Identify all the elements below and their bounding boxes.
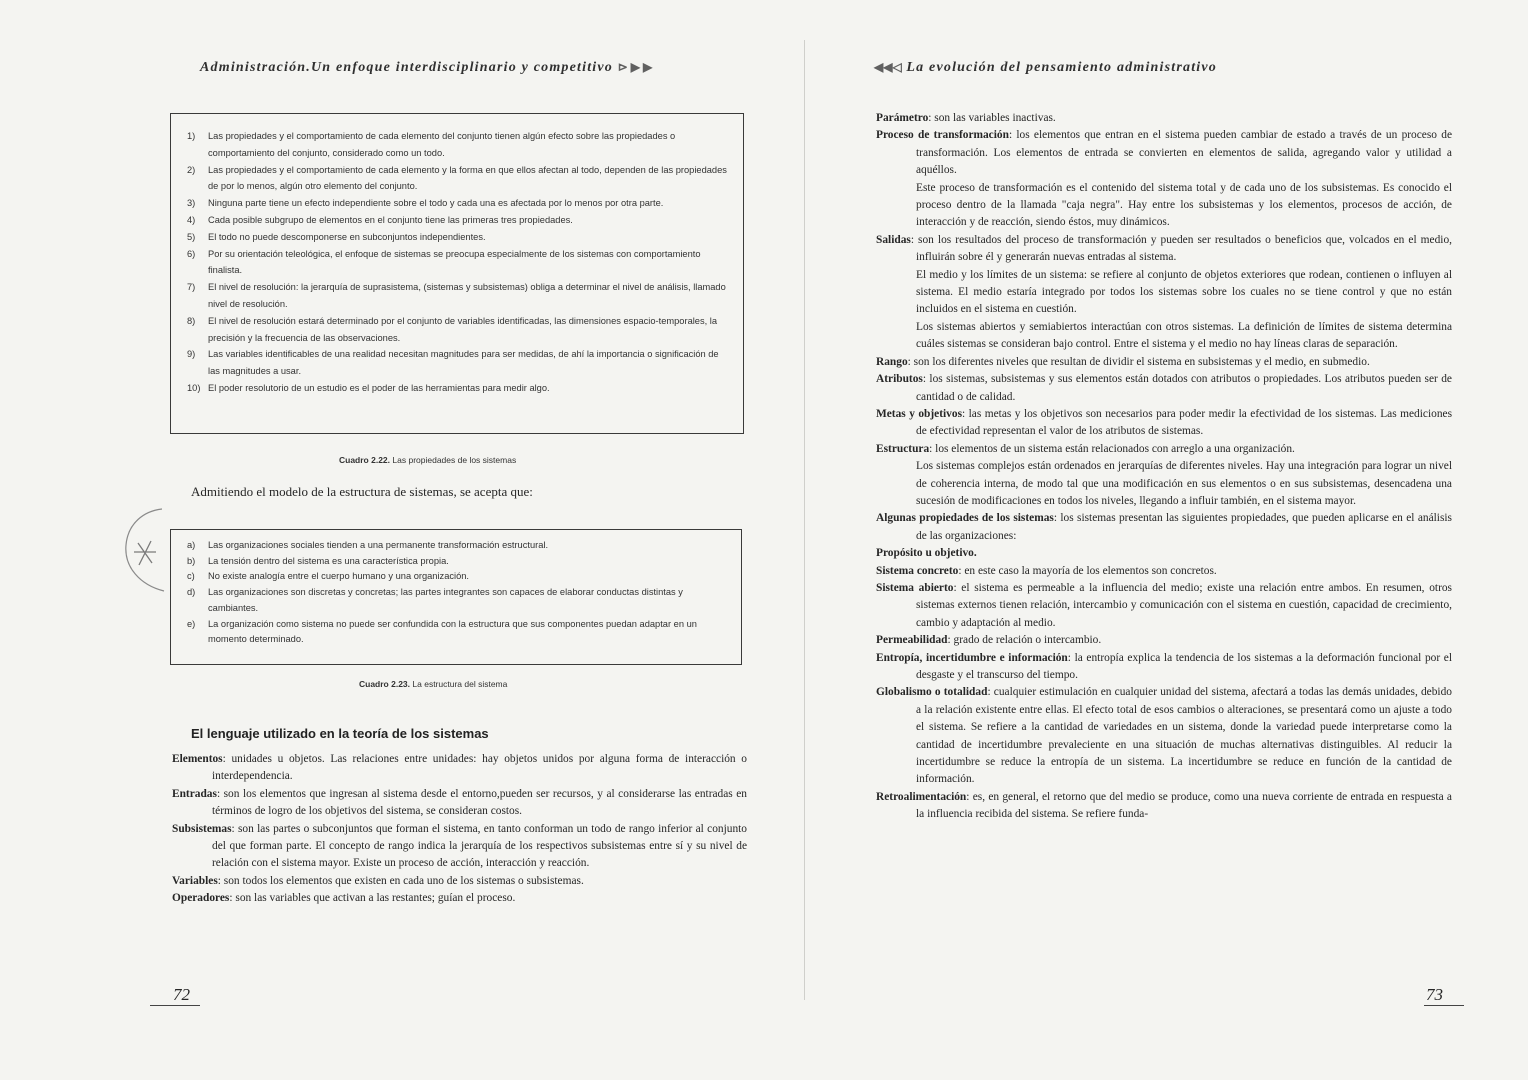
definition-term: Estructura (876, 442, 930, 455)
list-item (175, 617, 729, 648)
section-title: El lenguaje utilizado en la teoría de los sistemas (191, 726, 489, 741)
item-text: Las organizaciones sociales tienden a una permanente transformación estructural. (208, 540, 549, 550)
definition-entry (172, 890, 747, 907)
definition-text: : los sistemas, subsistemas y sus elementos están dotados con atributos o propiedades. Los atributos pueden ser de cantidad o de calidad. (916, 373, 1452, 403)
definition-entry (876, 563, 1452, 580)
definition-text: : los sistemas presentan las siguientes propiedades, que pueden aplicarse en el análisis de las organizaciones: (916, 512, 1452, 542)
definition-term: Permeabilidad (876, 634, 948, 647)
definition-entry (876, 406, 1452, 441)
item-number: c) (187, 571, 195, 582)
definition-entry (876, 127, 1452, 179)
definition-entry (172, 786, 747, 821)
definition-term: Parámetro (876, 112, 929, 124)
intro-sentence: Admitiendo el modelo de la estructura de sistemas, se acepta que: (191, 484, 533, 499)
page-number-right: 73 (1426, 985, 1443, 1004)
definition-entry (876, 371, 1452, 406)
definition-text: : son todos los elementos que existen en cada uno de los sistemas o subsistemas. (217, 874, 584, 887)
properties-list (175, 128, 731, 397)
definition-entry (876, 354, 1452, 371)
definition-text: : son las partes o subconjuntos que forman el sistema, en tanto conforman un todo de rango inferior al conjunto del que forman parte. El concepto de rango indica la jerarquía de los respectivos subsistemas entre sí y su nivel de relación con el sistema mayor. Existe un proceso de acción, interacción y reacción. (212, 822, 747, 870)
definition-term: Sistema concreto (876, 564, 959, 577)
definition-text: : los elementos de un sistema están relacionados con arreglo a una organización. (929, 442, 1295, 455)
definition-text: : unidades u objetos. Las relaciones entre unidades: hay objetos unidos por alguna forma de interacción o interdependencia. (212, 753, 747, 783)
left-header-title: Administración.Un enfoque interdisciplinario y competitivo (200, 60, 614, 75)
definition-text: : son los diferentes niveles que resultan de dividir el sistema en subsistemas y el medio, en submedio. (907, 355, 1370, 368)
right-running-header (874, 60, 1217, 76)
list-item (175, 279, 731, 313)
item-text: El poder resolutorio de un estudio es el poder de las herramientas para medir algo. (208, 382, 550, 393)
definition-continuation: Los sistemas abiertos y semiabiertos interactúan con otros sistemas. La definición de límites de sistema determina cuáles sistemas se consideran bajo control. Entre el sistema y el medio no hay líneas claras de separación. (916, 320, 1452, 351)
definition-continuation: El medio y los límites de un sistema: se refiere al conjunto de objetos exteriores que rodean, contienen o influyen al sistema. El medio estaría integrado por todos los sistemas sobre los cuales no se tiene control y que no están incluidos en el sistema en cuestión. (916, 268, 1452, 316)
list-item (175, 346, 731, 380)
item-number: d) (187, 587, 196, 598)
list-item (175, 554, 729, 570)
definition-entry (876, 232, 1452, 267)
definition-term: Atributos (876, 373, 923, 386)
list-item (175, 585, 729, 616)
caption-text: Las propiedades de los sistemas (392, 455, 517, 465)
definition-entry (876, 110, 1452, 127)
item-number: 5) (187, 231, 196, 242)
definition-term: Entradas (172, 787, 217, 800)
caption-2-22 (339, 455, 516, 465)
list-item (175, 229, 731, 246)
item-text: Cada posible subgrupo de elementos en el conjunto tiene las primeras tres propiedades. (208, 214, 573, 225)
definition-term: Variables (172, 874, 218, 887)
list-item (175, 246, 731, 280)
back-arrows-icon: ◀◀◁ (874, 60, 902, 74)
list-item (175, 212, 731, 229)
right-definitions (876, 110, 1452, 824)
item-text: Ninguna parte tiene un efecto independiente sobre el todo y cada una es afectada por lo menos por otra parte. (208, 198, 664, 209)
definition-text: : cualquier estimulación en cualquier unidad del sistema, afectará a todas las demás unidades, debido a la relación existente entre ellas. El efecto total de esos cambios o alteraciones, se presentará como un ajuste a todo el sistema. Se refiere a la cantidad de variedades en un sistema, donde la variedad puede interpretarse como la cantidad de incertidumbre prevaleciente en una situación de muchas alternativas distinguibles. Al reducir la incertidumbre se reduce la entropía de un sistema. La incertidumbre se reduce en función de la cantidad de información. (916, 686, 1452, 786)
definition-text: : la entropía explica la tendencia de los sistemas a la deformación funcional por el desgaste y el transcurso del tiempo. (916, 651, 1452, 681)
definition-text: : las metas y los objetivos son necesarios para poder medir la efectividad de los sistemas. Las mediciones de efectividad representan el valor de los atributos de sistemas. (916, 407, 1453, 438)
definition-entry (172, 751, 747, 786)
definition-term: Globalismo o totalidad (876, 686, 988, 699)
definition-entry (876, 510, 1452, 545)
definition-text: : en este caso la mayoría de los elementos son concretos. (958, 564, 1217, 577)
definition-entry (876, 650, 1452, 685)
list-item (175, 195, 731, 212)
definition-text: : es, en general, el retorno que del medio se produce, como una nueva corriente de entrada en respuesta a la influencia recibida del sistema. Se refiere funda- (916, 790, 1452, 821)
definition-text: : los elementos que entran en el sistema pueden cambiar de estado a través de un proceso de transformación. Los elementos de entrada se convierten en elementos de salida, agregando valor y utilidad a aquéllos. (916, 129, 1452, 177)
item-text: La organización como sistema no puede ser confundida con la estructura que sus componentes puedan adaptar en un momento determinado. (208, 618, 697, 645)
item-text: La tensión dentro del sistema es una característica propia. (208, 555, 449, 566)
definition-entry (172, 873, 747, 890)
item-text: Las propiedades y el comportamiento de cada elemento y la forma en que ellos afectan al todo, dependen de las propiedades de por lo menos, algún otro elemento del conjunto. (208, 164, 727, 192)
item-number: a) (187, 540, 196, 550)
item-number: 4) (187, 214, 196, 225)
definition-entry (876, 632, 1452, 649)
item-number: 3) (187, 198, 196, 209)
structure-list (175, 538, 729, 648)
definition-term: Retroalimentación (876, 790, 967, 803)
right-header-title: La evolución del pensamiento administrativo (906, 60, 1217, 75)
definition-entry (876, 441, 1452, 458)
item-text: No existe analogía entre el cuerpo humano y una organización. (208, 571, 469, 582)
footer-rule-left (150, 1005, 200, 1006)
properties-box (170, 113, 744, 434)
caption-2-23 (359, 679, 507, 689)
left-definitions (172, 751, 747, 908)
item-number: 7) (187, 282, 196, 293)
item-text: El nivel de resolución: la jerarquía de suprasistema, (sistemas y subsistemas) obliga a determinar el nivel de análisis, llamado nivel de resolución. (208, 282, 726, 309)
item-number: e) (187, 618, 196, 629)
definition-term: Sistema abierto (876, 581, 954, 594)
item-text: Por su orientación teleológica, el enfoque de sistemas se preocupa especialmente de los sistemas con comportamiento finalista. (208, 248, 701, 276)
item-text: El todo no puede descomponerse en subconjuntos independientes. (208, 231, 486, 242)
caption-label: Cuadro 2.22. (339, 455, 391, 465)
definition-entry (876, 684, 1452, 788)
handwritten-mark-icon (118, 505, 168, 595)
definition-term: Operadores (172, 892, 230, 905)
item-number: 1) (187, 131, 196, 141)
definition-text: : son los elementos que ingresan al sistema desde el entorno,pueden ser recursos, y al considerarse las entradas en términos de logro de los objetivos del sistema, se consideran costos. (212, 787, 747, 818)
definition-entry (876, 545, 1452, 562)
caption-text: La estructura del sistema (412, 679, 508, 689)
definition-term: Propósito u objetivo. (876, 547, 977, 560)
definition-term: Proceso de transformación (876, 129, 1009, 142)
list-item (175, 313, 731, 347)
definition-term: Algunas propiedades de los sistemas (876, 512, 1054, 525)
definition-term: Salidas (876, 233, 911, 246)
item-text: El nivel de resolución estará determinado por el conjunto de variables identificadas, las dimensiones espacio-temporales, la precisión y la frecuencia de las observaciones. (208, 315, 718, 343)
page-number-left: 72 (173, 985, 190, 1004)
list-item (175, 569, 729, 585)
definition-term: Elementos (172, 753, 223, 765)
definition-entry (172, 821, 747, 873)
definition-text: : son las variables que activan a las restantes; guían el proceso. (229, 892, 516, 905)
right-page (790, 0, 1528, 1080)
item-number: 6) (187, 248, 196, 259)
item-text: Las variables identificables de una realidad necesitan magnitudes para ser medidas, de ahí la importancia o significación de las magnitudes a usar. (208, 349, 719, 377)
definition-text: : el sistema es permeable a la influencia del medio; existe una relación entre ambos. En resumen, otros sistemas externos tienen relación, intercambio y comunicación con el sistema en cuestión, capacidad de crecimiento, cambio y adaptación al medio. (916, 581, 1452, 629)
item-number: 10) (187, 382, 201, 393)
definition-term: Subsistemas (172, 822, 232, 835)
definition-continuation: Este proceso de transformación es el contenido del sistema total y de cada uno de los subsistemas. Es conocido el proceso dentro de la llamada "caja negra". Hay entre los subsistemas y los elementos, procesos de acción, de interacción y de reacción, siendo éstos, muy dinámicos. (916, 181, 1452, 229)
left-running-header (200, 60, 652, 76)
definition-continuation: Los sistemas complejos están ordenados en jerarquías de diferentes niveles. Hay una integración para lograr un nivel de coherencia interna, de modo tal que una modificación en sus elementos o en sus subsistemas, desencadena una sucesión de modificaciones en todos los niveles, llegando a influir también, en el sistema mayor. (916, 460, 1452, 507)
list-item (175, 128, 731, 162)
list-item (175, 538, 729, 554)
item-text: Las propiedades y el comportamiento de cada elemento del conjunto tienen algún efecto sobre las propiedades o comportamiento del conjunto, considerado como un todo. (208, 131, 676, 158)
item-number: 8) (187, 315, 196, 326)
caption-label: Cuadro 2.23. (359, 679, 411, 689)
definition-text: : son los resultados del proceso de transformación y pueden ser resultados o beneficios que, volcados en el medio, influirán sobre él y generarán nuevas entradas al sistema. (910, 233, 1452, 264)
item-number: 2) (187, 164, 196, 175)
list-item (175, 162, 731, 196)
list-item (175, 380, 731, 397)
definition-term: Rango (876, 355, 908, 368)
definition-term: Entropía, incertidumbre e información (876, 651, 1068, 664)
definition-entry (876, 580, 1452, 632)
definition-entry (876, 789, 1452, 824)
definition-term: Metas y objetivos (876, 407, 963, 420)
item-number: 9) (187, 349, 196, 360)
structure-box (170, 529, 742, 665)
definition-text: : son las variables inactivas. (928, 112, 1056, 124)
item-number: b) (187, 555, 196, 566)
item-text: Las organizaciones son discretas y concretas; las partes integrantes son capaces de elaborar conductas distintas y cambiantes. (208, 587, 683, 613)
footer-rule-right (1424, 1005, 1464, 1006)
definition-text: : grado de relación o intercambio. (947, 634, 1102, 647)
forward-arrows-icon: ⊳ ▶ ▶ (617, 60, 653, 74)
